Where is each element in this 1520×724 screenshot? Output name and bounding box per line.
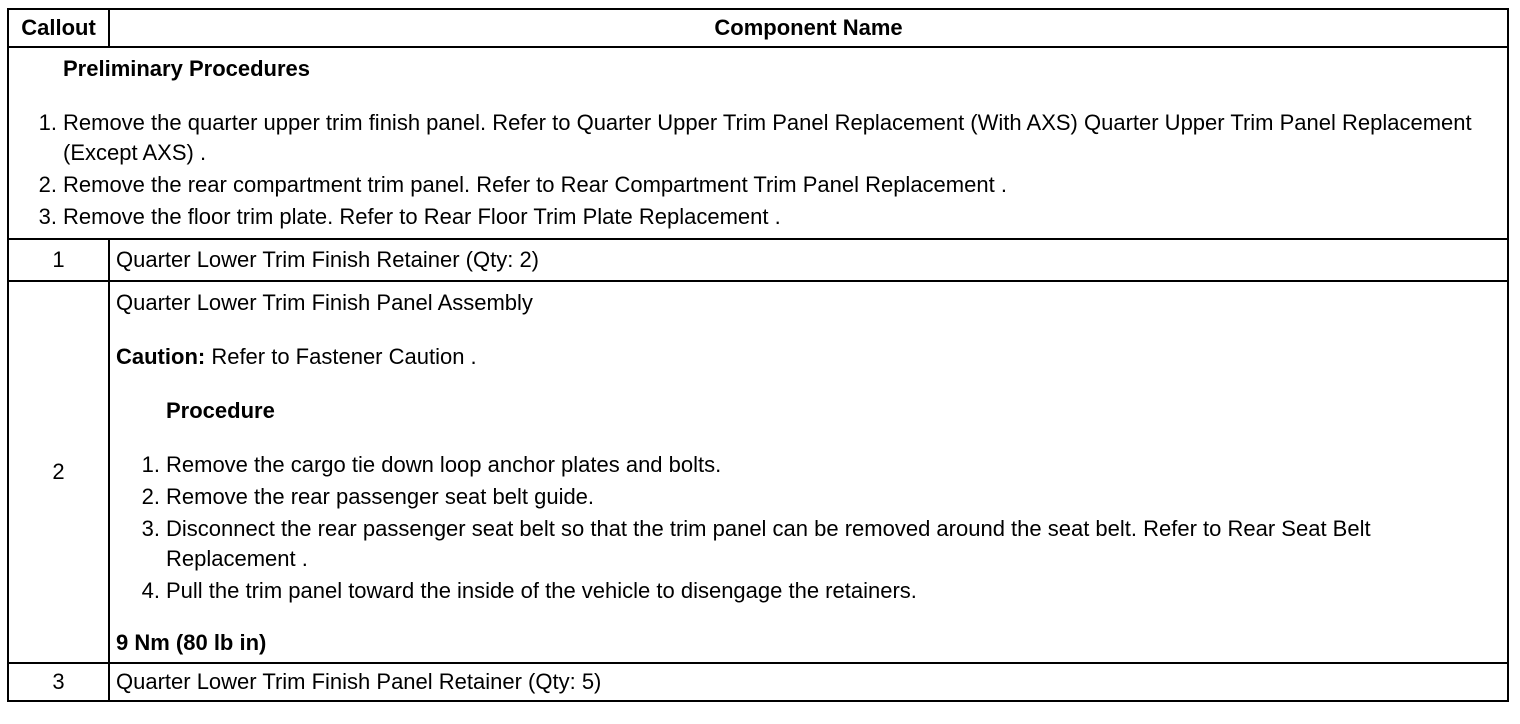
step-text: Disconnect the rear passenger seat belt so that the trim panel can be removed around the seat belt. Refer to Rear Seat Belt Replacement . xyxy=(166,516,1371,571)
caution-note xyxy=(116,342,1501,372)
preliminary-procedures-cell xyxy=(8,47,1508,239)
step-number: 2. xyxy=(141,484,160,509)
torque-spec: 9 Nm (80 lb in) xyxy=(116,630,267,655)
callout-cell: 3 xyxy=(8,663,109,701)
step-text: Remove the rear passenger seat belt guide. xyxy=(166,484,595,509)
caution-label: Caution: xyxy=(116,344,206,369)
component-name-cell: Quarter Lower Trim Finish Retainer (Qty: 2) xyxy=(109,239,1508,281)
step-number: 1. xyxy=(38,110,57,135)
preliminary-steps-list xyxy=(9,108,1507,232)
list-item xyxy=(116,450,1501,480)
component-table xyxy=(7,8,1509,702)
step-number: 3. xyxy=(38,204,57,229)
list-item xyxy=(116,576,1501,606)
component-name: Quarter Lower Trim Finish Panel Assembly xyxy=(116,290,533,315)
list-item xyxy=(9,108,1507,168)
step-text: Pull the trim panel toward the inside of the vehicle to disengage the retainers. xyxy=(166,578,917,603)
step-number: 1. xyxy=(141,452,160,477)
callout-column-header: Callout xyxy=(8,9,109,47)
callout-cell: 1 xyxy=(8,239,109,281)
table-row xyxy=(8,663,1508,701)
preliminary-procedures-title: Preliminary Procedures xyxy=(63,56,311,81)
component-name-cell: Quarter Lower Trim Finish Panel Retainer (Qty: 5) xyxy=(109,663,1508,701)
step-number: 3. xyxy=(141,516,160,541)
table-header-row xyxy=(8,9,1508,47)
table-row xyxy=(8,239,1508,281)
step-text: Remove the rear compartment trim panel. Refer to Rear Compartment Trim Panel Replacement . xyxy=(63,172,1007,197)
step-text: Remove the cargo tie down loop anchor plates and bolts. xyxy=(166,452,722,477)
procedure-title: Procedure xyxy=(166,398,275,423)
table-row xyxy=(8,281,1508,663)
callout-cell: 2 xyxy=(8,281,109,663)
step-text: Remove the floor trim plate. Refer to Rear Floor Trim Plate Replacement . xyxy=(63,204,781,229)
list-item xyxy=(116,514,1501,574)
procedure-document xyxy=(7,8,1507,718)
caution-text: Refer to Fastener Caution . xyxy=(205,344,477,369)
list-item xyxy=(116,482,1501,512)
preliminary-procedures-row xyxy=(8,47,1508,239)
component-name-column-header: Component Name xyxy=(109,9,1508,47)
list-item xyxy=(9,202,1507,232)
list-item xyxy=(9,170,1507,200)
component-detail-cell xyxy=(109,281,1508,663)
step-number: 2. xyxy=(38,172,57,197)
step-number: 4. xyxy=(141,578,160,603)
step-text: Remove the quarter upper trim finish panel. Refer to Quarter Upper Trim Panel Replacement (With AXS) Quarter Upper Trim Panel Replacement (Except AXS) . xyxy=(63,110,1472,165)
procedure-steps-list xyxy=(116,450,1501,606)
